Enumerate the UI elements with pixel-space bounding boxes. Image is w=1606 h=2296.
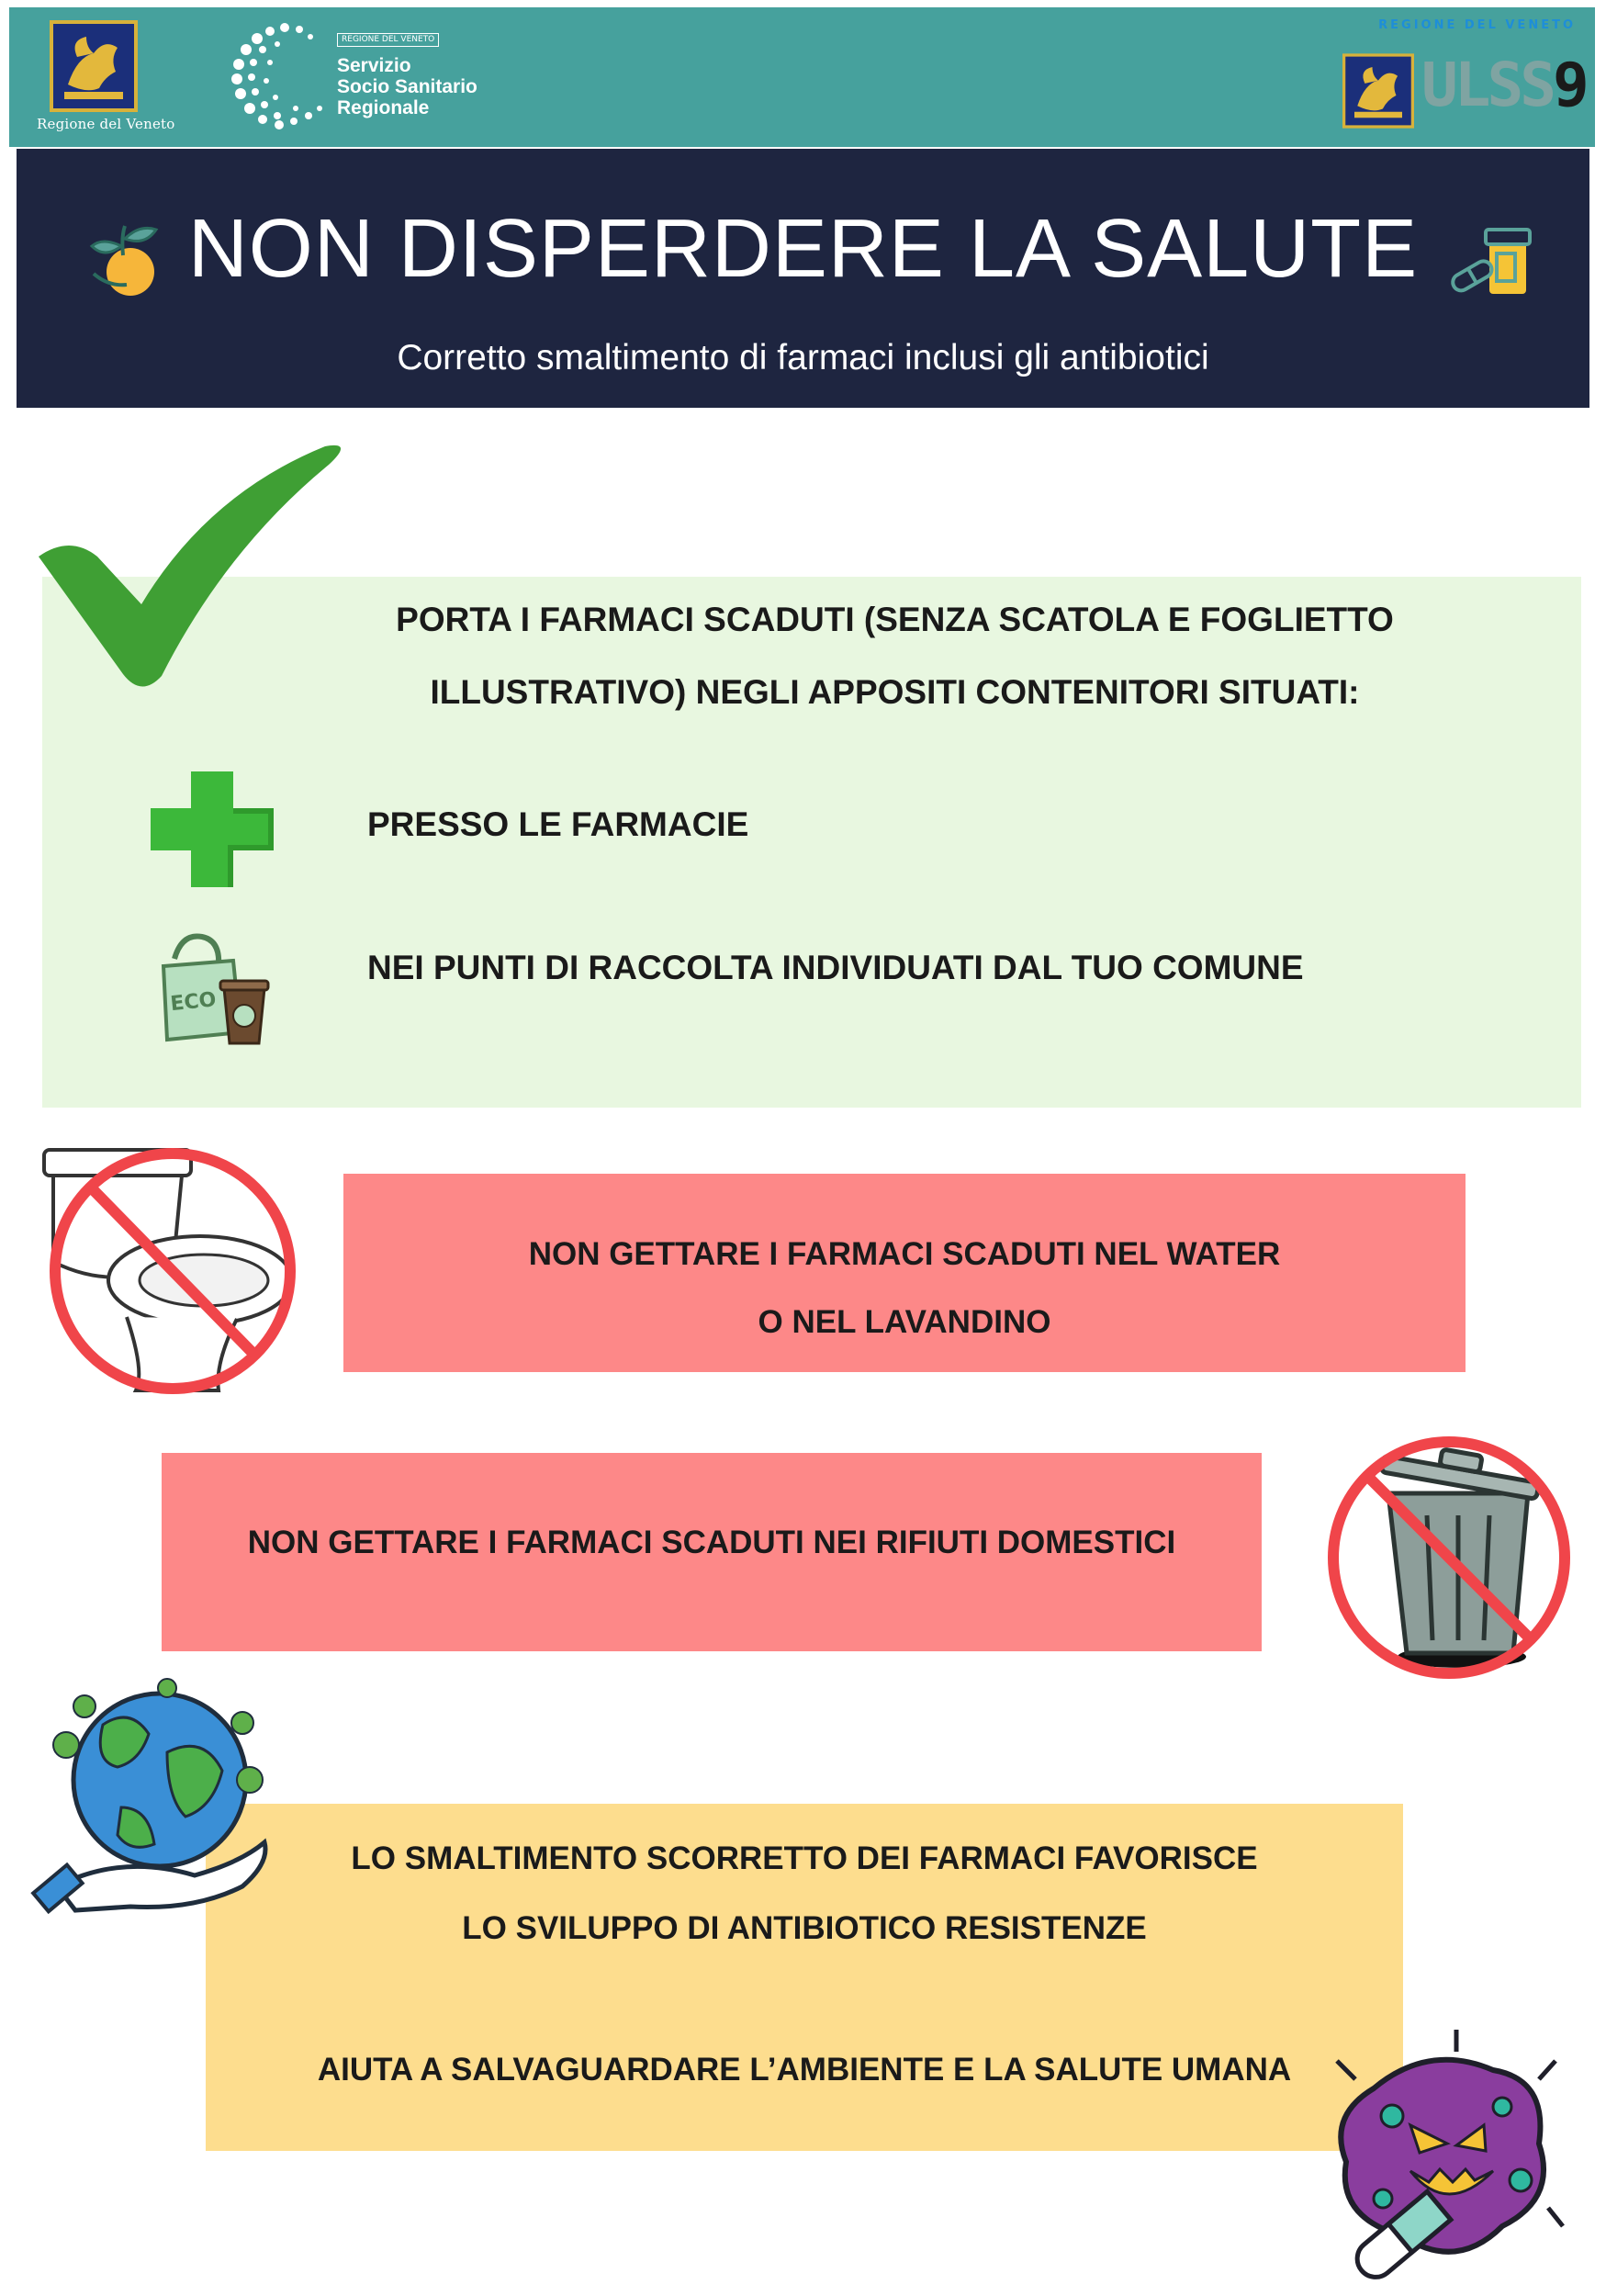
dots-logo-icon [230,20,331,130]
page-subtitle: Corretto smaltimento di farmaci inclusi gli antibiotici [397,338,1209,377]
yellow-text-line-2: LO SVILUPPO DI ANTIBIOTICO RESISTENZE [462,1910,1147,1946]
ulss-text: ULSS [1421,50,1553,120]
checkmark-icon [33,439,345,696]
eco-bag-label: ECO [169,988,218,1017]
eco-bag-icon [154,933,274,1047]
ssr-line-3: Regionale [337,97,430,118]
green-item-comune: NEI PUNTI DI RACCOLTA INDIVIDUATI DAL TUO COMUNE [367,949,1304,986]
ulss-region-label: REGIONE DEL VENETO [1378,18,1576,32]
ulss-logo [1330,17,1587,136]
yellow-text-line-3: AIUTA A SALVAGUARDARE L’AMBIENTE E LA SALUTE UMANA [317,2052,1292,2088]
ssr-line-2: Socio Sanitario [337,76,477,97]
red-warning-box-1 [343,1174,1466,1372]
ssr-line-1: Servizio [337,55,411,76]
pharmacy-cross-icon [151,771,274,887]
no-toilet-icon [35,1142,301,1401]
red-warning-2-line: NON GETTARE I FARMACI SCADUTI NEI RIFIUTI DOMESTICI [247,1525,1176,1560]
green-item-farmacie: PRESSO LE FARMACIE [367,805,749,843]
earth-hand-icon [29,1670,277,1919]
ulss-wordmark [1421,50,1586,120]
no-trash-bin-icon [1324,1433,1574,1683]
regione-caption: Regione del Veneto [37,116,175,132]
red-warning-1-line-1: NON GETTARE I FARMACI SCADUTI NEL WATER [528,1236,1281,1272]
page-title: NON DISPERDERE LA SALUTE [187,203,1419,295]
germ-icon [1319,2024,1567,2283]
ulss-number: 9 [1552,50,1586,120]
lion-crest-icon [1342,53,1414,129]
green-text-line-2: ILLUSTRATIVO) NEGLI APPOSITI CONTENITORI SITUATI: [430,673,1360,711]
ssr-region-label: REGIONE DEL VENETO [337,33,439,47]
yellow-text-line-1: LO SMALTIMENTO SCORRETTO DEI FARMACI FAVORISCE [351,1840,1258,1876]
ssr-logo [230,20,523,130]
ssr-text [337,55,477,118]
red-warning-1-line-2: O NEL LAVANDINO [758,1304,1051,1340]
pill-bottle-icon [1443,220,1535,303]
regione-veneto-logo [37,17,174,136]
lion-crest-icon [50,20,138,112]
green-text-line-1: PORTA I FARMACI SCADUTI (SENZA SCATOLA E FOGLIETTO [396,601,1394,638]
